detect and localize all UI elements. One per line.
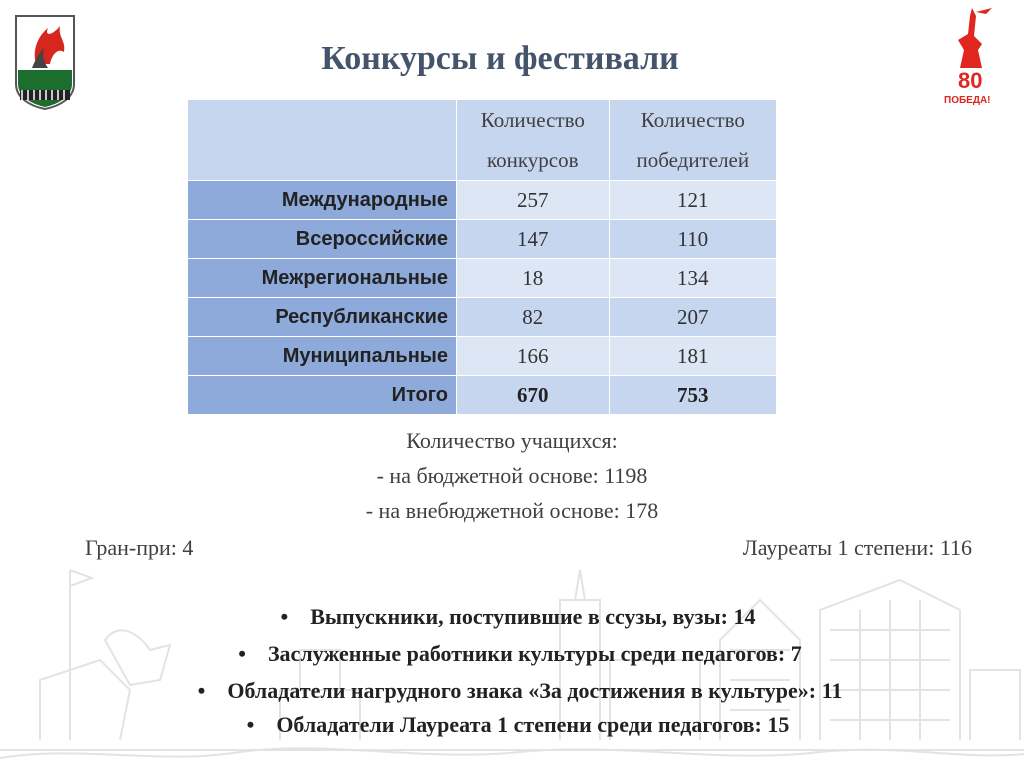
table-row-category: Муниципальные xyxy=(188,337,457,376)
laureates-count: Лауреаты 1 степени: 116 xyxy=(742,535,972,560)
table-cell-winners: 134 xyxy=(609,259,776,298)
table-cell-winners: 207 xyxy=(609,298,776,337)
list-item xyxy=(0,641,1024,667)
bullet-icon: • xyxy=(238,641,246,666)
table-cell-contests: 82 xyxy=(457,298,610,337)
table-row-category: Итого xyxy=(188,376,457,415)
contests-table xyxy=(187,99,777,415)
students-heading: Количество учащихся: xyxy=(406,428,618,453)
table-cell-contests: 147 xyxy=(457,220,610,259)
table-header-corner xyxy=(188,100,457,181)
badge-number: 80 xyxy=(958,68,983,93)
table-cell-contests: 166 xyxy=(457,337,610,376)
table-row-category: Международные xyxy=(188,181,457,220)
table-row xyxy=(188,181,777,220)
list-item xyxy=(0,678,1024,704)
list-item-text: Заслуженные работники культуры среди педагогов: 7 xyxy=(267,641,802,666)
table-cell-winners: 753 xyxy=(609,376,776,415)
table-row-total xyxy=(188,376,777,415)
table-row-category: Межрегиональные xyxy=(188,259,457,298)
list-item xyxy=(0,712,1024,738)
bullet-icon: • xyxy=(246,712,255,737)
table-cell-winners: 121 xyxy=(609,181,776,220)
grand-prix-count: Гран-при: 4 xyxy=(85,535,194,560)
table-cell-contests: 18 xyxy=(457,259,610,298)
list-item-text: Обладатели Лауреата 1 степени среди педагогов: 15 xyxy=(276,712,790,737)
table-row-category: Всероссийские xyxy=(188,220,457,259)
table-row xyxy=(188,337,777,376)
table-header-contests: Количество конкурсов xyxy=(457,100,610,181)
page-title: Конкурсы и фестивали xyxy=(321,40,679,77)
table-cell-winners: 110 xyxy=(609,220,776,259)
list-item xyxy=(0,604,1024,630)
bullet-icon: • xyxy=(280,604,289,629)
students-paid: - на внебюджетной основе: 178 xyxy=(365,498,659,523)
list-item-text: Выпускники, поступившие в ссузы, вузы: 14 xyxy=(310,604,756,629)
badge-word: ПОБЕДА! xyxy=(944,95,991,106)
bullet-icon: • xyxy=(197,678,206,703)
table-cell-contests: 670 xyxy=(457,376,610,415)
table-row-category: Республиканские xyxy=(188,298,457,337)
table-row xyxy=(188,259,777,298)
table-header-winners: Количество победителей xyxy=(609,100,776,181)
table-cell-contests: 257 xyxy=(457,181,610,220)
table-row xyxy=(188,220,777,259)
list-item-text: Обладатели нагрудного знака «За достижения в культуре»: 11 xyxy=(227,678,843,703)
students-budget: - на бюджетной основе: 1198 xyxy=(376,463,648,488)
table-row xyxy=(188,298,777,337)
table-header-row xyxy=(188,100,777,181)
table-cell-winners: 181 xyxy=(609,337,776,376)
